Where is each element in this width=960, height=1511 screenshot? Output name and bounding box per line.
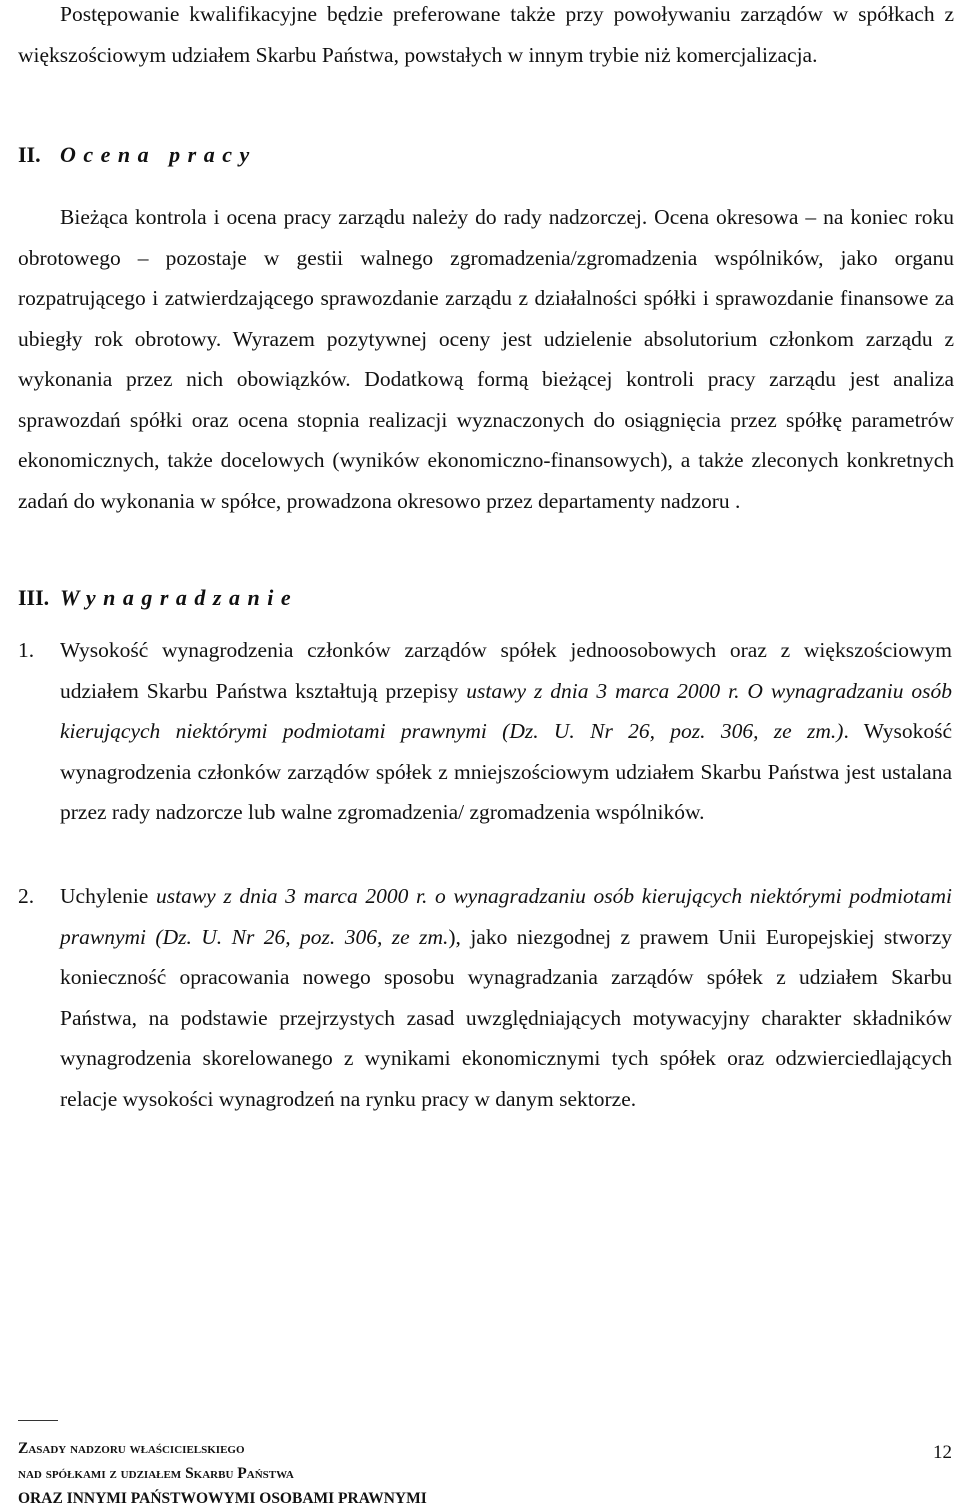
footer-line-2: nad spółkami z udziałem Skarbu Państwa: [18, 1465, 294, 1482]
list-item-number: 2.: [18, 884, 35, 908]
section-number: II.: [18, 142, 41, 167]
text-run: ), jako niezgodnej z prawem Unii Europejskiej stworzy konieczność opracowania nowego sposobu wynagradzania zarządów spółek z udziałem Skarbu Państwa, na podstawie przejrzystych zasad uwzględniających motywacyjny charakter składników wynagrodzenia skorelowanego z wynikami ekonomicznymi tych spółek oraz odzwierciedlających relacje wysokości wynagrodzeń na rynku pracy w danym sektorze.: [60, 924, 952, 1111]
page-number: 12: [933, 1442, 952, 1463]
section-title: Wynagradzanie: [60, 585, 299, 610]
act-citation: ustawy z dnia 3 marca 2000 r. o wynagradzaniu osób kierujących niektórymi podmiotami prawnymi (Dz. U. Nr 26, poz. 306, ze zm.: [60, 884, 952, 949]
section-heading-ocena-pracy: [18, 140, 257, 170]
section-title: Ocena pracy: [60, 142, 257, 167]
text-run: Wysokość wynagrodzenia członków zarządów spółek jednoosobowych oraz z większościowym udziałem Skarbu Państwa kształtują przepisy: [60, 638, 952, 703]
section-heading-wynagradzanie: [18, 583, 298, 613]
list-item-2: [18, 876, 952, 1119]
footer-divider: [18, 1420, 58, 1421]
act-citation: ustawy z dnia 3 marca 2000 r. O wynagradzaniu osób kierujących niektórymi podmiotami prawnymi (Dz. U. Nr 26, poz. 306, ze zm.): [60, 678, 953, 743]
list-item-1: [18, 630, 952, 833]
footer-line-1: Zasady nadzoru właścicielskiego: [18, 1440, 245, 1457]
paragraph-qualification: Postępowanie kwalifikacyjne będzie preferowane także przy powoływaniu zarządów w spółkach z większościowym udziałem Skarbu Państwa, powstałych w innym trybie niż komercjalizacja.: [18, 2, 954, 67]
text-run: . Wysokość wynagrodzenia członków zarządów spółek z mniejszościowym udziałem Skarbu Państwa jest ustalana przez rady nadzorcze lub walne zgromadzenia/ zgromadzenia wspólników.: [60, 719, 953, 824]
footer-line-3: ORAZ INNYMI PAŃSTWOWYMI OSOBAMI PRAWNYMI: [18, 1490, 427, 1507]
list-item-text: [60, 876, 952, 1119]
paragraph-work-evaluation: Bieżąca kontrola i ocena pracy zarządu należy do rady nadzorczej. Ocena okresowa – na koniec roku obrotowego – pozostaje w gestii walnego zgromadzenia/zgromadzenia wspólników, jako organu rozpatrującego i zatwierdzającego sprawozdanie zarządu z działalności spółki i sprawozdanie finansowe za ubiegły rok obrotowy. Wyrazem pozytywnej oceny jest udzielenie absolutorium członkom zarządu z wykonania przez nich obowiązków. Dodatkową formą bieżącej kontroli pracy zarządu jest analiza sprawozdań spółki oraz ocena stopnia realizacji wyznaczonych do osiągnięcia przez spółkę parametrów ekonomicznych, także docelowych (wyników ekonomiczno-finansowych), a także zleconych konkretnych zadań do wykonania w spółce, prowadzona okresowo przez departamenty nadzoru .: [18, 205, 954, 513]
list-item-text: [60, 630, 952, 833]
list-item-number: 1.: [18, 638, 35, 662]
page-footer: [18, 1436, 427, 1511]
section-number: III.: [18, 585, 50, 610]
text-run: Uchylenie: [60, 884, 156, 908]
